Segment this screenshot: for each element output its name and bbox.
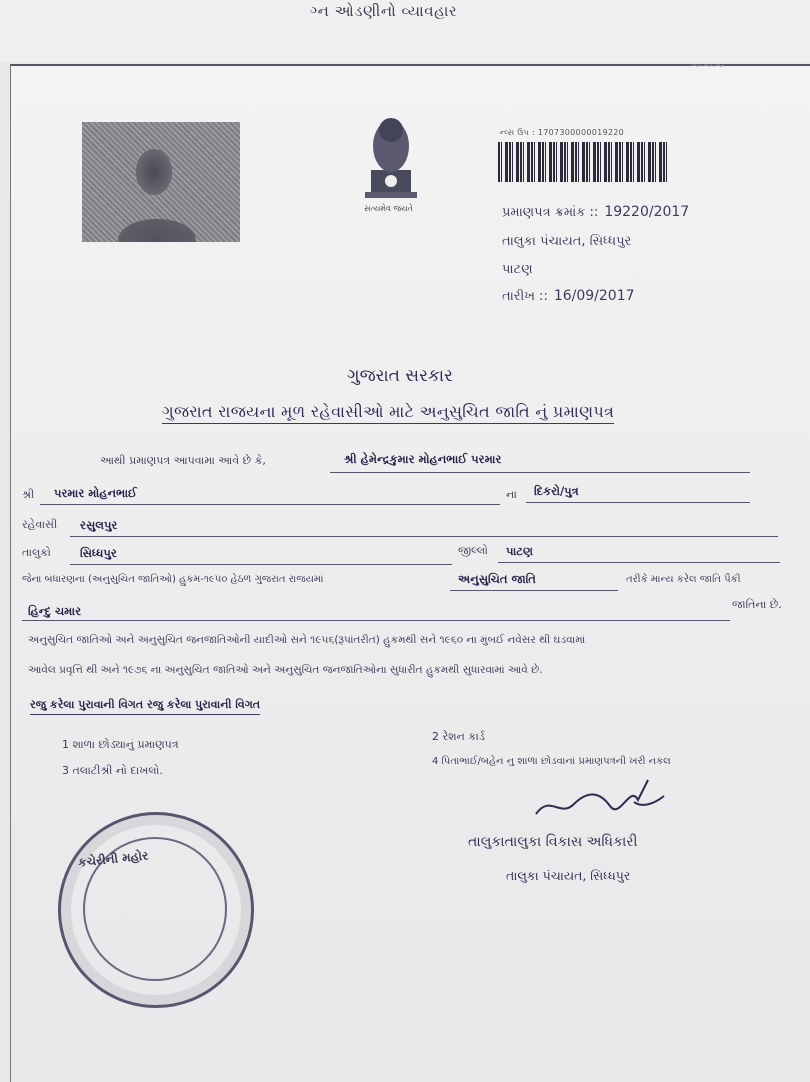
- document-item: 4 પિતાભાઈ/બહેન નુ શાળા છોડવાનાં પ્રમાણપત્રની ખરી નકલ: [432, 756, 671, 767]
- certificate-title: ગુજરાત રાજયના મૂળ રહેવાસીઓ માટે અનુસુચિત જાતિ નું પ્રમાણપત્ર: [162, 402, 614, 424]
- issuing-district: પાટણ: [502, 262, 533, 277]
- intro-label: આથી પ્રમાણપત્ર આપવામા આવે છે કે,: [100, 454, 266, 467]
- holder-name: શ્રી હેમેન્દ્રકુમાર મોહનભાઈ પરમાર: [344, 452, 502, 466]
- date-value: 16/09/2017: [553, 288, 635, 304]
- resident-label: રહેવાસી: [22, 518, 58, 531]
- village-line: [70, 536, 778, 537]
- signatory-office: તાલુકા પંચાયત, સિધ્ધપુર: [506, 868, 631, 883]
- caste-suffix: જાતિના છે.: [732, 598, 782, 611]
- paragraph-line-1: અનુસુચિત જાતિઓ અને અનુસુચિત જનજાતિઓની યાદીઓ સને ૧૯૫૬(રૂપાંતરીત) હુકમથી સને ૧૯૬૦ ના મુંબઈ નવેસર થી ઘડવામાં: [28, 634, 586, 646]
- holder-name-line: [330, 472, 750, 473]
- shri-label: શ્રી: [22, 488, 35, 501]
- issuing-office: તાલુકા પંચાયત, સિધ્ધપુર: [502, 234, 632, 249]
- district-value: પાટણ: [506, 544, 534, 558]
- barcode-number: ન્વ્સ ઉપ : 1707300000019220: [500, 128, 625, 137]
- emblem-caption: સત્યમેવ જયતે: [364, 204, 413, 213]
- paragraph-line-2: આવેલ પ્રવૃત્તિ થી અને ૧૯૭૬ ના અનુસુચિત જાતિઓ અને અનુસુચિત જનજાતિઓના સુધારીત હુકમથી સુધારવામાં આવે છે.: [28, 664, 543, 676]
- certificate-number-value: 19220/2017: [604, 204, 690, 220]
- relation-line: [526, 502, 750, 503]
- date-label: તારીખ ::: [502, 289, 548, 304]
- village-value: રસુલપુર: [80, 518, 118, 532]
- category-line: [450, 590, 618, 591]
- recognized-text: તરીકે માન્ય કરેલ જાતિ પૈકી: [626, 574, 741, 585]
- certificate-number-label: પ્રમાણપત્ર ક્રમાંક ::: [502, 205, 599, 220]
- father-name: પરમાર મોહનભાઈ: [54, 486, 137, 500]
- government-heading: ગુજરાત સરકાર: [347, 366, 453, 386]
- national-emblem-icon: [355, 110, 427, 210]
- district-label: જીલ્લો: [458, 544, 488, 557]
- office-stamp: [58, 812, 254, 1008]
- stamp-text: કચેરીની મહોર: [77, 848, 149, 870]
- taluka-label: તાલુકો: [22, 546, 51, 559]
- relation-value: દિકરો/પુત્ર: [534, 484, 579, 498]
- taluka-line: [70, 564, 452, 565]
- caste-value: હિન્દુ ચમાર: [28, 604, 82, 618]
- document-item: 3 તલાટીશ્રી નો દાખલો.: [62, 764, 163, 777]
- holder-photo: [82, 122, 240, 242]
- caste-line: [22, 620, 730, 621]
- documents-heading: રજુ કરેલા પુરાવાની વિગત રજુ કરેલા પુરાવાની વિગત: [30, 698, 260, 715]
- district-line: [498, 562, 780, 563]
- signature: [530, 774, 670, 834]
- constitution-text: જેના બંધારણના (અનુસુચિત જાતિઓ) હુકમ-૧૯૫૦ હેઠળ ગુજરાત રાજયમાં: [22, 574, 324, 585]
- fold-mark: ~~~: [690, 58, 726, 74]
- document-item: 2 રેશન કાર્ડ: [432, 730, 485, 743]
- document-item: 1 શાળા છોડ્યાનું પ્રમાણપત્ર: [62, 738, 179, 751]
- signatory-title: તાલુકાતાલુકા વિકાસ અધિકારી: [468, 834, 638, 850]
- certificate-number: [502, 204, 689, 220]
- top-strip-text: ગ્ન ઓડણીનો વ્યાવહાર: [310, 2, 458, 20]
- certificate-date: [502, 288, 635, 304]
- category-value: અનુસુચિત જાતિ: [458, 572, 536, 586]
- barcode: [498, 142, 668, 182]
- na-label: ના: [506, 488, 517, 501]
- father-name-line: [40, 504, 500, 505]
- taluka-value: સિધ્ધપુર: [80, 546, 117, 560]
